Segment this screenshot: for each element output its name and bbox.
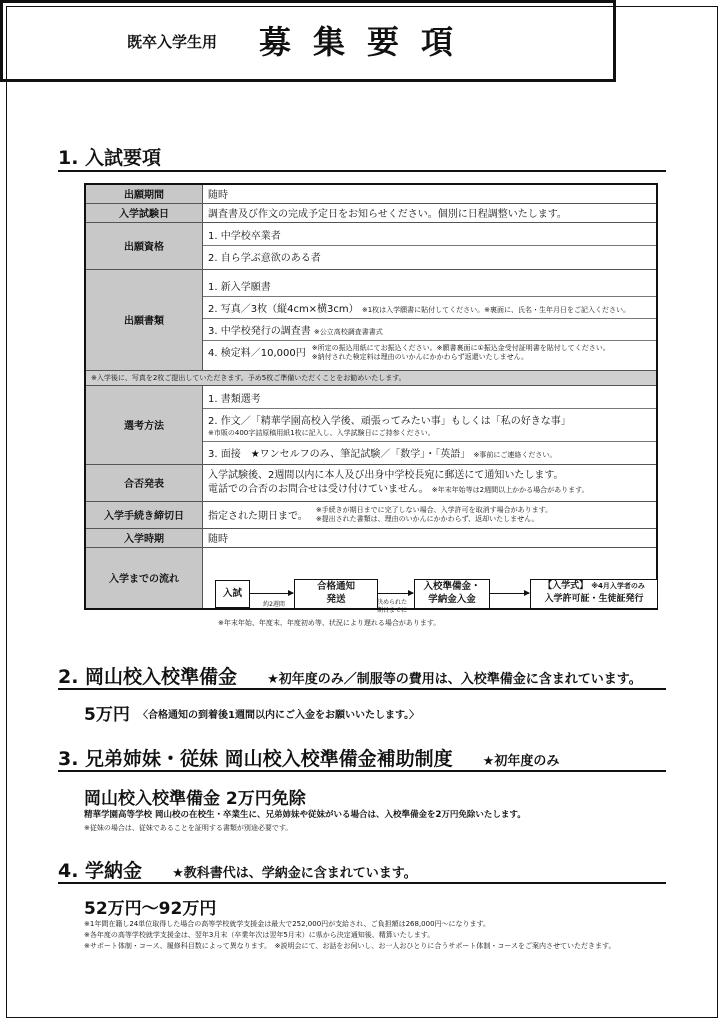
deadline-note1: ※手続きが期日までに完了しない場合、入学許可を取消す場合があります。 [315,505,553,514]
section3-line2: ※従妹の場合は、従妹であることを証明する書類が別途必要です。 [84,824,293,832]
flow-step-admission-2: 入学許可証・生徒証発行 [544,594,644,604]
deadline-note2: ※提出された書類は、理由のいかんにかかわらず、返却いたしません。 [315,514,539,523]
table-row [85,269,657,370]
section4-note: ★教科書代は、学納金に含まれています。 [172,866,417,881]
flow-step-notice [294,579,378,609]
section4-title: 4. 学納金 [58,860,143,882]
document-item [203,319,656,341]
flow-step-payment [414,579,490,609]
row-value-period: 随時 [203,184,658,203]
row-value-result [203,464,658,501]
row-value-qualification [203,222,658,269]
doc2-note: ※1枚は入学願書に貼付してください。※裏面に、氏名・生年月日をご記入ください。 [361,305,631,314]
row-label-exam-date: 入学試験日 [85,203,203,222]
doc4-note1: ※所定の振込用紙にてお振込ください。※願書裏面に①振込金受付証明書を貼付してください。 [311,343,610,352]
flow-arrow [489,593,529,594]
section3-note: ★初年度のみ [482,754,560,769]
section3-line1: 精華学園高等学校 岡山校の在校生・卒業生に、兄弟姉妹や従妹がいる場合は、入校準備金を2万円免除いたします。 [84,810,526,820]
flow-gap-2 [372,599,412,615]
doc3-note: ※公立高校調査書書式 [313,327,383,336]
deadline-text: 指定された期日まで。 [208,511,308,522]
requirements-table [84,183,658,610]
doc4-note2: ※納付された検定料は理由のいかんにかかわらず返還いたしません。 [311,352,529,361]
section2-amount-note: 〈合格通知の到着後1週間以内にご入金をお願いいたします。〉 [138,710,420,721]
document-item [203,341,656,365]
row-label-flow: 入学までの流れ [85,547,203,609]
table-row [85,203,657,222]
flow-arrow [249,593,293,594]
row-label-qualification: 出願資格 [85,222,203,269]
table-row [85,501,657,528]
section3-divider [58,770,666,772]
section3-big: 岡山校入校準備金 2万円免除 [84,789,306,809]
doc3-text: 3. 中学校発行の調査書 [208,325,311,337]
row-label-period: 出願期間 [85,184,203,203]
section2-amount: 5万円 [84,705,130,725]
row-value-selection [203,385,658,464]
document-item: 1. 新入学願書 [203,275,656,297]
photo-note: ※入学後に、写真を2枚ご提出していただきます。予め5枚ご準備いただくことをお勧めいたします。 [85,370,657,385]
row-label-documents: 出願書類 [85,269,203,370]
title-subtitle: 既卒入学生用 [127,33,218,51]
qualification-item: 2. 自ら学ぶ意欲のある者 [208,253,321,264]
document-item [203,297,656,319]
section3-title: 3. 兄弟姉妹・従妹 岡山校入校準備金補助制度 [58,748,453,770]
section2-note: ★初年度のみ／制服等の費用は、入校準備金に含まれています。 [267,672,642,687]
doc4-text: 4. 検定料／10,000円 [208,347,306,359]
flow-step-notice-2: 発送 [326,594,346,605]
flow-gap-2b: 期日までに [376,607,407,614]
section1-divider [58,170,666,172]
result-line1: 入学試験後、2週間以内に本人及び出身中学校長宛に郵送にて通知いたします。 [208,469,564,481]
sel3-text: 3. 面接 ★ワンセルフのみ、筆記試験／「数学」・「英語」 [208,448,471,460]
sel2-text: 2. 作文／「精華学園高校入学後、頑張ってみたい事」もしくは「私の好きな事」 [208,415,571,427]
section4-heading [58,856,417,883]
selection-item [203,409,656,442]
flow-gap-2a: 決められた [376,599,407,606]
qualification-item: 1. 中学校卒業者 [203,224,656,246]
page-title: 募集要項 [259,23,476,61]
flow-gap-1: 約2週間 [263,601,285,608]
section4-divider [58,882,666,884]
table-row [85,464,657,501]
flow-step-exam: 入試 [215,580,250,608]
flow-step-payment-1: 入校準備金・ [423,581,481,592]
selection-item: 1. 書類選考 [203,387,656,409]
table-row [85,370,657,385]
section4-note1: ※1年間在籍し24単位取得した場合の高等学校就学支援金は最大で252,000円が支給され、ご負担額は268,000円〜になります。 [84,920,490,928]
flow-step-payment-2: 学納金入金 [428,594,476,605]
title-box [0,0,616,82]
flow-step-admission-note: ※4月入学者のみ [591,582,645,590]
selection-item [203,442,656,463]
row-value-deadline [203,502,656,528]
flow-step-admission [530,579,658,609]
table-row [85,385,657,464]
section4-note3: ※サポート体制・コース、履修科目数によって異なります。 ※説明会にて、お話をお伺いし、お一人おひとりに合うサポート体制・コースをご案内させていただきます。 [84,942,616,950]
result-note: ※年末年始等は2週間以上かかる場合があります。 [431,485,589,494]
section2-heading [58,662,642,689]
section2-title: 2. 岡山校入校準備金 [58,666,238,688]
flow-note: ※年末年始、年度末、年度初め等、状況により遅れる場合があります。 [218,619,441,627]
section1-heading: 1. 入試要項 [58,147,162,169]
section4-amount: 52万円〜92万円 [84,899,217,919]
table-row [85,222,657,269]
flow-step-notice-1: 合格通知 [316,581,355,592]
section3-heading [58,744,559,771]
result-line2: 電話での合否のお問合せは受け付けていません。 [208,483,429,495]
doc2-text: 2. 写真／3枚（縦4cm×横3cm） [208,303,359,315]
row-label-selection: 選考方法 [85,385,203,464]
sel3-note: ※事前にご連絡ください。 [473,450,557,459]
row-value-exam-date: 調査書及び作文の完成予定日をお知らせください。個別に日程調整いたします。 [203,203,658,222]
row-value-documents [203,269,658,370]
row-label-timing: 入学時期 [85,528,203,547]
table-row [85,184,657,203]
row-label-result: 合否発表 [85,464,203,501]
section4-note2: ※各年度の高等学校就学支援金は、翌年3月末（卒業年次は翌年5月末）に県から決定通知後、精算いたします。 [84,931,435,939]
section2-divider [58,688,666,690]
table-row [85,528,657,547]
flow-step-admission-1: 【入学式】 [543,581,589,591]
row-label-deadline: 入学手続き締切日 [85,501,203,528]
flow-arrow [377,593,413,594]
sel2-note: ※市販の400字詰原稿用紙1枚に記入し、入学試験日にご持参ください。 [208,428,435,437]
row-value-timing: 随時 [203,528,658,547]
